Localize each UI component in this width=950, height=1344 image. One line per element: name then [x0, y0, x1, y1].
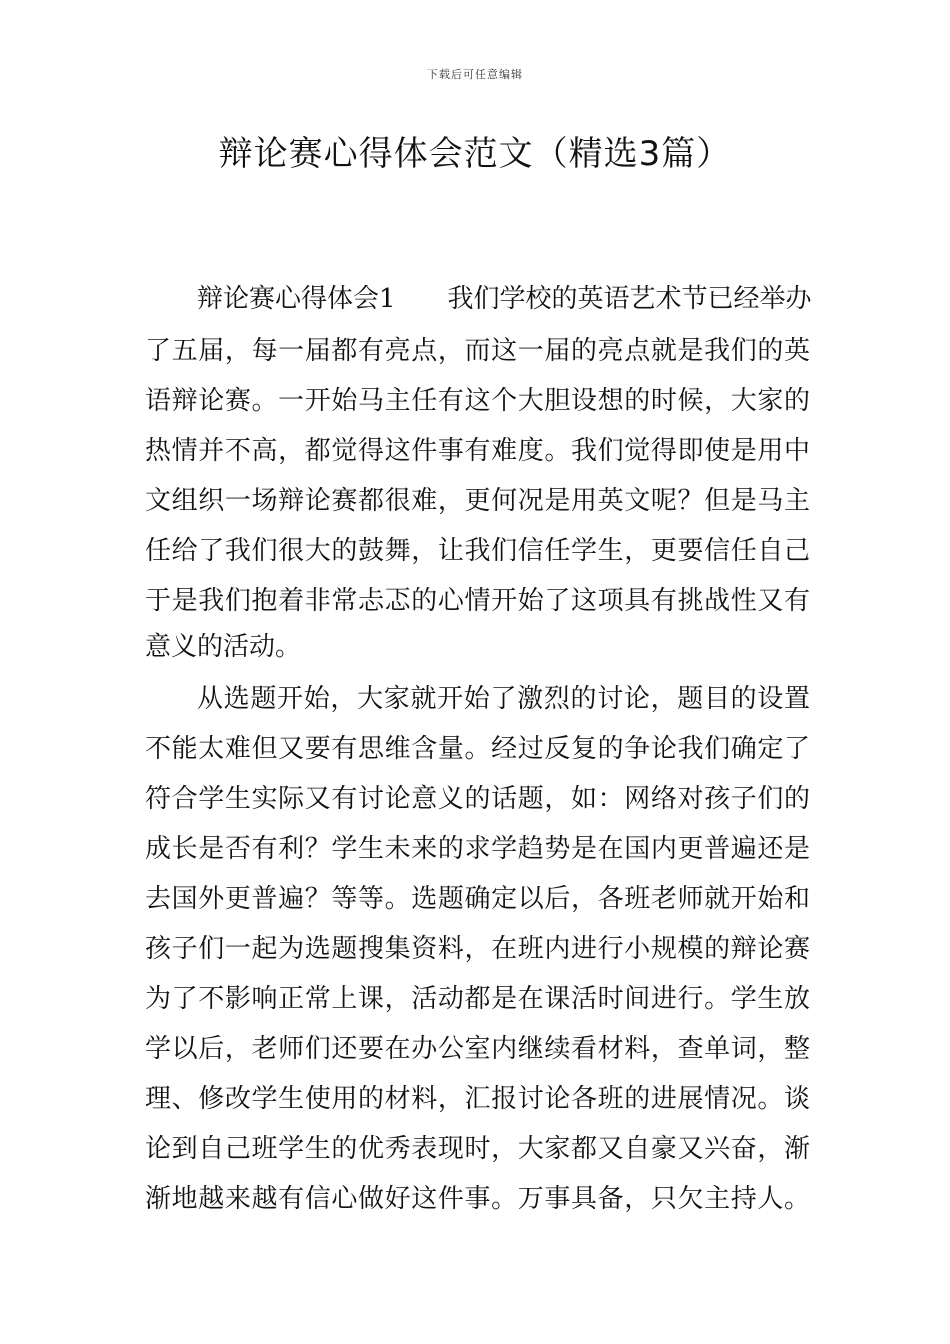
- paragraph-line: 语辩论赛。一开始马主任有这个大胆设想的时候，大家的: [145, 386, 810, 416]
- paragraph-line: 热情并不高，都觉得这件事有难度。我们觉得即使是用中: [145, 436, 810, 466]
- paragraph-line: 不能太难但又要有思维含量。经过反复的争论我们确定了: [145, 734, 810, 764]
- paragraph-line: 去国外更普遍？等等。选题确定以后，各班老师就开始和: [145, 884, 810, 914]
- paragraph-line: 于是我们抱着非常忐忑的心情开始了这项具有挑战性又有: [145, 586, 810, 616]
- paragraph-line: 孩子们一起为选题搜集资料，在班内进行小规模的辩论赛: [145, 934, 810, 964]
- header-note: 下载后可任意编辑: [427, 68, 523, 81]
- paragraph-line: 理、修改学生使用的材料，汇报讨论各班的进展情况。谈: [145, 1084, 810, 1114]
- paragraph-line: 学以后，老师们还要在办公室内继续看材料，查单词，整: [145, 1034, 810, 1064]
- paragraph-line: 符合学生实际又有讨论意义的话题，如：网络对孩子们的: [145, 784, 810, 814]
- paragraph-line: 为了不影响正常上课，活动都是在课活时间进行。学生放: [145, 984, 810, 1014]
- paragraph-line: 成长是否有利？学生未来的求学趋势是在国内更普遍还是: [145, 834, 810, 864]
- document-title: 辩论赛心得体会范文（精选3篇）: [218, 134, 732, 174]
- paragraph-line: 渐地越来越有信心做好这件事。万事具备，只欠主持人。: [145, 1184, 810, 1214]
- paragraph-line: 意义的活动。: [145, 632, 302, 662]
- paragraph-line: 论到自己班学生的优秀表现时，大家都又自豪又兴奋，渐: [145, 1134, 810, 1164]
- paragraph-line: 从选题开始，大家就开始了激烈的讨论，题目的设置: [197, 684, 810, 714]
- paragraph-line: 任给了我们很大的鼓舞，让我们信任学生，更要信任自己: [145, 536, 810, 566]
- paragraph-line: 文组织一场辩论赛都很难，更何况是用英文呢？但是马主: [145, 486, 810, 516]
- paragraph-line: 了五届，每一届都有亮点，而这一届的亮点就是我们的英: [145, 336, 810, 366]
- paragraph-line: 辩论赛心得体会1 我们学校的英语艺术节已经举办: [197, 284, 812, 314]
